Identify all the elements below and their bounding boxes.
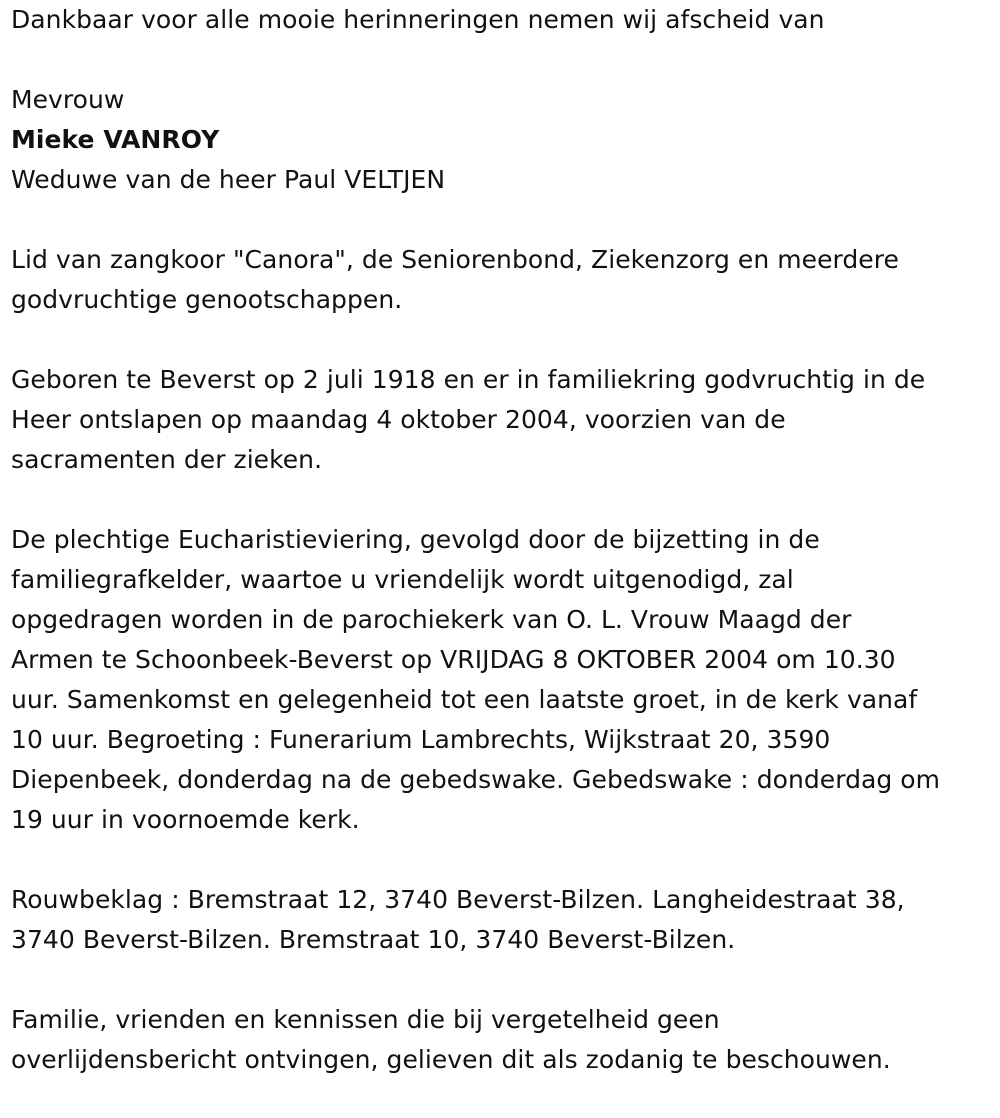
- paragraph-line: Geboren te Beverst op 2 juli 1918 en er in familiekring godvruchtig in de: [11, 365, 926, 394]
- intro-text: Dankbaar voor alle mooie herinneringen nemen wij afscheid van: [11, 5, 825, 34]
- spacer: [11, 960, 991, 1000]
- paragraph-line: Familie, vrienden en kennissen die bij vergetelheid geen: [11, 1005, 720, 1034]
- paragraph-line: 3740 Beverst-Bilzen. Bremstraat 10, 3740 Beverst-Bilzen.: [11, 925, 736, 954]
- deceased-name: [11, 120, 991, 160]
- ceremony-paragraph: [11, 520, 991, 840]
- paragraph-line: De plechtige Eucharistieviering, gevolgd door de bijzetting in de: [11, 525, 820, 554]
- paragraph-line: Diepenbeek, donderdag na de gebedswake. Gebedswake : donderdag om: [11, 765, 941, 794]
- membership-paragraph: [11, 240, 991, 320]
- paragraph-line: overlijdensbericht ontvingen, gelieven dit als zodanig te beschouwen.: [11, 1045, 891, 1074]
- paragraph-line: uur. Samenkomst en gelegenheid tot een laatste groet, in de kerk vanaf: [11, 685, 918, 714]
- spacer: [11, 40, 991, 80]
- widow-of: [11, 160, 991, 200]
- widow-of-text: Weduwe van de heer Paul VELTJEN: [11, 165, 446, 194]
- spacer: [11, 320, 991, 360]
- spacer: [11, 200, 991, 240]
- deceased-name-text: Mieke VANROY: [11, 125, 220, 154]
- paragraph-line: 10 uur. Begroeting : Funerarium Lambrechts, Wijkstraat 20, 3590: [11, 725, 831, 754]
- honorific-text: Mevrouw: [11, 85, 125, 114]
- closing-paragraph: [11, 1000, 991, 1080]
- paragraph-line: familiegrafkelder, waartoe u vriendelijk wordt uitgenodigd, zal: [11, 565, 794, 594]
- paragraph-line: Rouwbeklag : Bremstraat 12, 3740 Beverst-Bilzen. Langheidestraat 38,: [11, 885, 905, 914]
- paragraph-line: Heer ontslapen op maandag 4 oktober 2004, voorzien van de: [11, 405, 786, 434]
- paragraph-line: Armen te Schoonbeek-Beverst op VRIJDAG 8 OKTOBER 2004 om 10.30: [11, 645, 896, 674]
- paragraph-line: opgedragen worden in de parochiekerk van O. L. Vrouw Maagd der: [11, 605, 852, 634]
- birth-death-paragraph: [11, 360, 991, 480]
- honorific: [11, 80, 991, 120]
- spacer: [11, 480, 991, 520]
- paragraph-line: sacramenten der zieken.: [11, 445, 323, 474]
- intro-line: [11, 0, 991, 40]
- mourning-addresses-paragraph: [11, 880, 991, 960]
- paragraph-line: Lid van zangkoor "Canora", de Seniorenbond, Ziekenzorg en meerdere: [11, 245, 899, 274]
- paragraph-line: 19 uur in voornoemde kerk.: [11, 805, 360, 834]
- obituary-notice: [11, 0, 991, 1080]
- paragraph-line: godvruchtige genootschappen.: [11, 285, 403, 314]
- spacer: [11, 840, 991, 880]
